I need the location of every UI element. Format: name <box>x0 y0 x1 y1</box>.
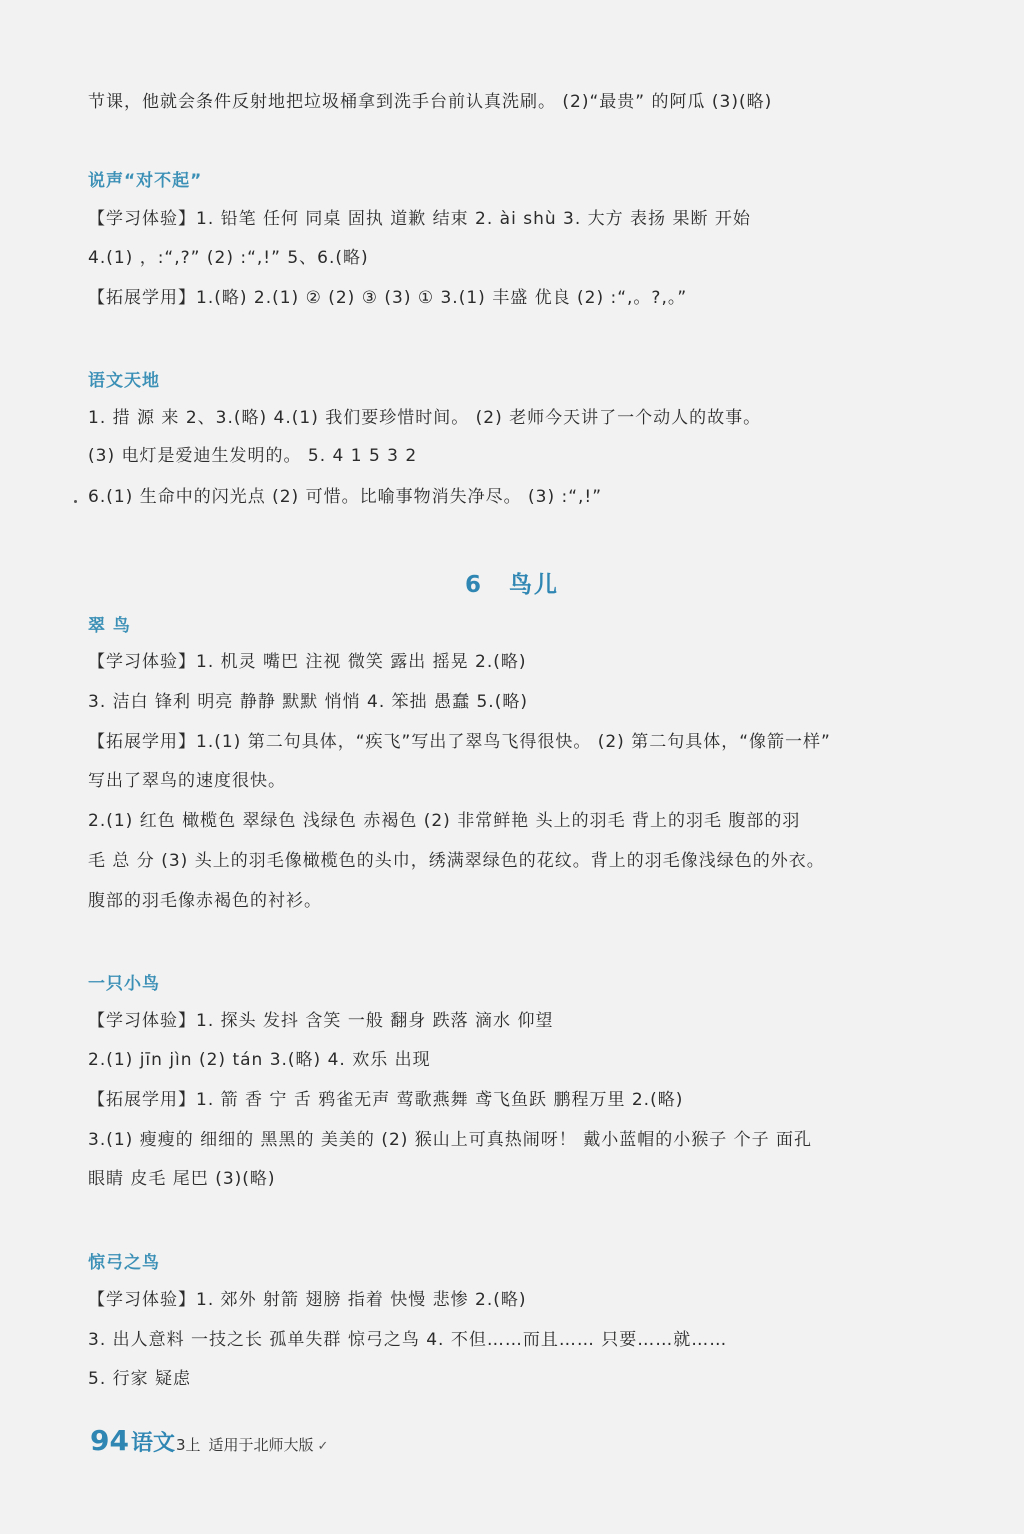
check-mark-icon: ✓ <box>317 1439 329 1454</box>
text-line: 【学习体验】1. 探头 发抖 含笑 一般 翻身 跌落 滴水 仰望 <box>88 1011 554 1031</box>
section-title-say-sorry: 说声“对不起” <box>88 171 203 191</box>
text-line: 【拓展学用】1. 箭 香 宁 舌 鸦雀无声 莺歌燕舞 鸢飞鱼跃 鹏程万里 2.(略) <box>88 1090 684 1110</box>
text-line: 1. 措 源 来 2、3.(略) 4.(1) 我们要珍惜时间。 (2) 老师今天讲了一个动人的故事。 <box>88 408 762 428</box>
text-line: 写出了翠鸟的速度很快。 <box>88 771 286 791</box>
text-line: 6.(1) 生命中的闪光点 (2) 可惜。比喻事物消失净尽。 (3) :“,!” <box>88 487 603 507</box>
section-title-kingfisher: 翠 鸟 <box>88 616 131 636</box>
text-line: 3. 出人意料 一技之长 孤单失群 惊弓之鸟 4. 不但……而且…… 只要……就…… <box>88 1330 728 1350</box>
edition-label: 适用于北师大版 <box>208 1436 314 1454</box>
text-line: (3) 电灯是爱迪生发明的。 5. 4 1 5 3 2 <box>88 446 418 466</box>
text-line: 2.(1) 红色 橄榄色 翠绿色 浅绿色 赤褐色 (2) 非常鲜艳 头上的羽毛 背上的羽毛 腹部的羽 <box>88 811 801 831</box>
page-number: 94 <box>90 1424 129 1457</box>
section-title-frightened-bird: 惊弓之鸟 <box>88 1253 160 1273</box>
chapter-heading <box>0 566 1024 599</box>
text-line: 毛 总 分 (3) 头上的羽毛像橄榄色的头巾，绣满翠绿色的花纹。背上的羽毛像浅绿色的外衣。 <box>88 851 825 871</box>
text-line: 【学习体验】1. 铅笔 任何 同桌 固执 道歉 结束 2. ài shù 3. 大方 表扬 果断 开始 <box>88 209 751 229</box>
margin-dot <box>74 500 77 503</box>
text-line: 4.(1) ，:“,?” (2) :“,!” 5、6.(略) <box>88 248 369 268</box>
section-title-little-bird: 一只小鸟 <box>88 974 160 994</box>
text-line: 【拓展学用】1.(略) 2.(1) ② (2) ③ (3) ① 3.(1) 丰盛 优良 (2) :“,。?,。” <box>88 288 688 308</box>
text-line: 2.(1) jīn jìn (2) tán 3.(略) 4. 欢乐 出现 <box>88 1050 431 1070</box>
text-line: 【学习体验】1. 机灵 嘴巴 注视 微笑 露出 摇晃 2.(略) <box>88 652 527 672</box>
text-line: 5. 行家 疑虑 <box>88 1369 192 1389</box>
text-line: 腹部的羽毛像赤褐色的衬衫。 <box>88 891 322 911</box>
page-footer <box>90 1424 328 1458</box>
chapter-number: 6 <box>464 572 483 598</box>
text-line: 眼睛 皮毛 尾巴 (3)(略) <box>88 1169 276 1189</box>
section-title-chinese-world: 语文天地 <box>88 371 160 391</box>
text-line: 【学习体验】1. 郊外 射箭 翅膀 指着 快慢 悲惨 2.(略) <box>88 1290 527 1310</box>
subject-label: 语文 <box>130 1431 175 1456</box>
chapter-name: 鸟儿 <box>509 572 559 598</box>
text-line: 节课，他就会条件反射地把垃圾桶拿到洗手台前认真洗刷。 (2)“最贵” 的阿瓜 (3)(略) <box>88 92 773 112</box>
grade-label: 3上 <box>175 1436 201 1454</box>
text-line: 3. 洁白 锋利 明亮 静静 默默 悄悄 4. 笨拙 愚蠢 5.(略) <box>88 692 528 712</box>
text-line: 【拓展学用】1.(1) 第二句具体，“疾飞”写出了翠鸟飞得很快。 (2) 第二句具体，“像箭一样” <box>88 732 831 752</box>
text-line: 3.(1) 瘦瘦的 细细的 黑黑的 美美的 (2) 猴山上可真热闹呀！ 戴小蓝帽的小猴子 个子 面孔 <box>88 1130 813 1150</box>
